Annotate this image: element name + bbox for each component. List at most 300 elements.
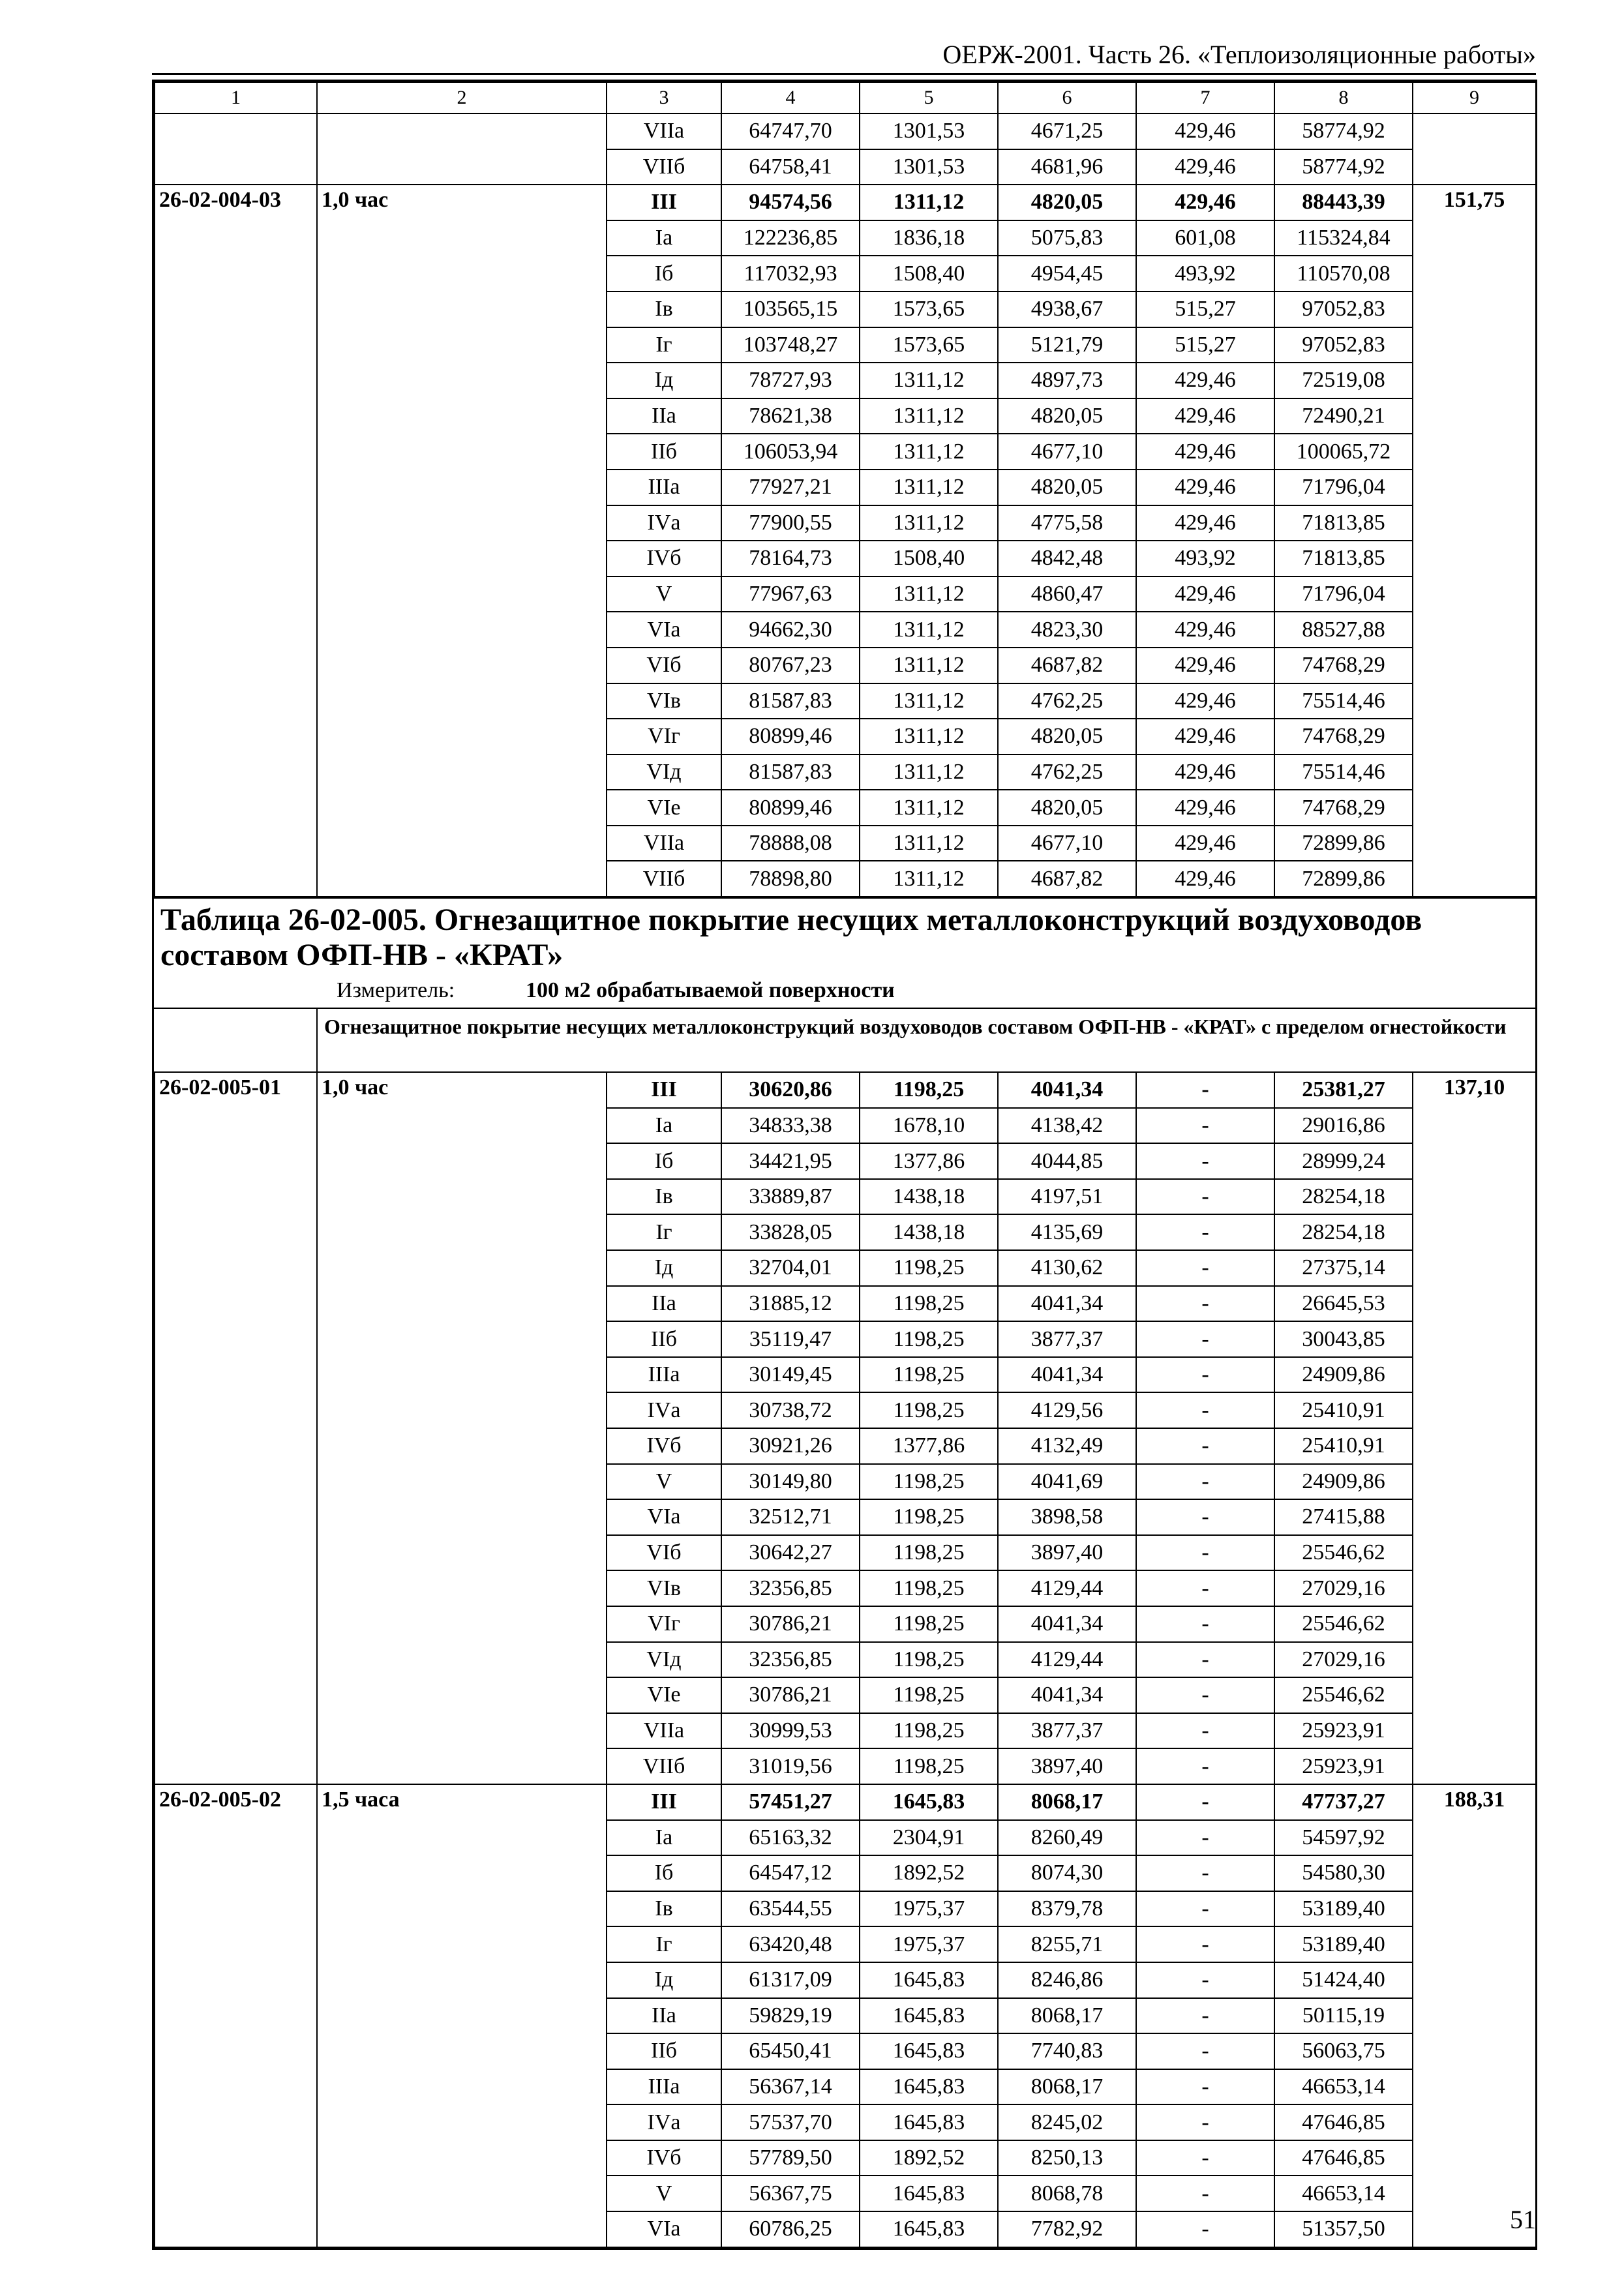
- measure-value: 100 м2 обрабатываемой поверхности: [526, 978, 895, 1003]
- region-zone: VIб: [607, 648, 721, 683]
- cost-value: -: [1136, 1143, 1274, 1179]
- cost-value: 1311,12: [860, 185, 998, 220]
- subheader-row: [154, 1009, 1535, 1071]
- table-row: [155, 1784, 1536, 1820]
- cost-value: 74768,29: [1274, 648, 1413, 683]
- cost-value: 4938,67: [998, 292, 1136, 327]
- cost-value: 3897,40: [998, 1748, 1136, 1784]
- cost-value: 88527,88: [1274, 612, 1413, 648]
- region-zone: IIIа: [607, 1357, 721, 1393]
- fire-resistance-limit: 1,0 час: [317, 185, 607, 897]
- cost-value: 1198,25: [860, 1606, 998, 1642]
- table-005-rates: [154, 1071, 1537, 2248]
- cost-value: -: [1136, 1748, 1274, 1784]
- region-zone: Iд: [607, 363, 721, 398]
- cost-value: 1198,25: [860, 1250, 998, 1286]
- region-zone: V: [607, 2176, 721, 2211]
- cost-value: 58774,92: [1274, 113, 1413, 149]
- cost-value: 78898,80: [721, 861, 860, 897]
- cost-value: 30786,21: [721, 1606, 860, 1642]
- cost-value: 4823,30: [998, 612, 1136, 648]
- cost-value: 46653,14: [1274, 2176, 1413, 2211]
- region-zone: VIд: [607, 755, 721, 790]
- column-number: 8: [1274, 82, 1413, 113]
- cost-value: 24909,86: [1274, 1357, 1413, 1393]
- cost-value: 8246,86: [998, 1962, 1136, 1998]
- cost-value: -: [1136, 2104, 1274, 2140]
- cost-value: 4129,44: [998, 1570, 1136, 1606]
- cost-value: 25923,91: [1274, 1748, 1413, 1784]
- column-number: 9: [1413, 82, 1536, 113]
- cost-value: 71813,85: [1274, 505, 1413, 541]
- cost-value: 74768,29: [1274, 719, 1413, 755]
- region-zone: Iа: [607, 1820, 721, 1856]
- cost-value: 78164,73: [721, 541, 860, 576]
- cost-value: 1311,12: [860, 719, 998, 755]
- cost-value: 59829,19: [721, 1998, 860, 2034]
- rate-code: 26-02-005-01: [155, 1072, 317, 1784]
- cost-value: 1311,12: [860, 576, 998, 612]
- region-zone: Iб: [607, 256, 721, 292]
- region-zone: Iб: [607, 1855, 721, 1891]
- table-row: [155, 1072, 1536, 1108]
- cost-value: 493,92: [1136, 541, 1274, 576]
- region-zone: Iа: [607, 220, 721, 256]
- region-zone: Iд: [607, 1250, 721, 1286]
- cost-value: 4129,56: [998, 1392, 1136, 1428]
- cost-value: 601,08: [1136, 220, 1274, 256]
- region-zone: V: [607, 1464, 721, 1500]
- cost-value: -: [1136, 2069, 1274, 2105]
- cost-value: -: [1136, 1926, 1274, 1962]
- region-zone: VIIб: [607, 861, 721, 897]
- cost-value: 94574,56: [721, 185, 860, 220]
- cost-value: 1836,18: [860, 220, 998, 256]
- cost-value: 27029,16: [1274, 1570, 1413, 1606]
- cost-value: 1975,37: [860, 1891, 998, 1927]
- region-zone: Iд: [607, 1962, 721, 1998]
- cost-value: 1573,65: [860, 292, 998, 327]
- cost-value: 1198,25: [860, 1321, 998, 1357]
- cost-value: 1377,86: [860, 1428, 998, 1464]
- column-number: 5: [860, 82, 998, 113]
- region-zone: III: [607, 185, 721, 220]
- cost-value: -: [1136, 2140, 1274, 2176]
- cost-value: 1645,83: [860, 2176, 998, 2211]
- cost-value: 1438,18: [860, 1214, 998, 1250]
- region-zone: VIб: [607, 1535, 721, 1571]
- cost-value: 117032,93: [721, 256, 860, 292]
- cost-value: 429,46: [1136, 113, 1274, 149]
- cost-value: 53189,40: [1274, 1926, 1413, 1962]
- cost-value: 1311,12: [860, 434, 998, 470]
- cost-value: 1311,12: [860, 790, 998, 826]
- cost-value: 1645,83: [860, 1784, 998, 1820]
- cost-value: 65450,41: [721, 2033, 860, 2069]
- cost-value: 30043,85: [1274, 1321, 1413, 1357]
- region-zone: VIа: [607, 2211, 721, 2247]
- cost-value: 3897,40: [998, 1535, 1136, 1571]
- cost-value: 77967,63: [721, 576, 860, 612]
- cost-value: 3898,58: [998, 1499, 1136, 1535]
- region-zone: IIа: [607, 1998, 721, 2034]
- cost-value: 2304,91: [860, 1820, 998, 1856]
- cost-value: 103565,15: [721, 292, 860, 327]
- region-zone: Iг: [607, 1926, 721, 1962]
- cost-value: 80899,46: [721, 719, 860, 755]
- cost-value: 33828,05: [721, 1214, 860, 1250]
- region-zone: VIв: [607, 1570, 721, 1606]
- cost-value: -: [1136, 1321, 1274, 1357]
- cost-value: -: [1136, 1713, 1274, 1749]
- cost-value: 429,46: [1136, 755, 1274, 790]
- cost-value: 46653,14: [1274, 2069, 1413, 2105]
- cost-value: 1198,25: [860, 1392, 998, 1428]
- cost-value: 1311,12: [860, 826, 998, 861]
- cost-value: 81587,83: [721, 683, 860, 719]
- column-number: 4: [721, 82, 860, 113]
- cost-value: 25381,27: [1274, 1072, 1413, 1108]
- cost-value: 4130,62: [998, 1250, 1136, 1286]
- cost-value: 1645,83: [860, 2069, 998, 2105]
- region-zone: IIIа: [607, 2069, 721, 2105]
- cost-value: 75514,46: [1274, 755, 1413, 790]
- cost-value: -: [1136, 1642, 1274, 1678]
- cost-value: -: [1136, 1464, 1274, 1500]
- region-zone: VIIб: [607, 149, 721, 185]
- region-zone: VIIа: [607, 113, 721, 149]
- cost-value: 27029,16: [1274, 1642, 1413, 1678]
- header-rule: [152, 73, 1536, 75]
- cost-value: 103748,27: [721, 327, 860, 363]
- cost-value: 97052,83: [1274, 292, 1413, 327]
- cost-value: 3877,37: [998, 1713, 1136, 1749]
- cost-value: 429,46: [1136, 576, 1274, 612]
- cost-value: 106053,94: [721, 434, 860, 470]
- cost-value: 35119,47: [721, 1321, 860, 1357]
- running-header: ОЕРЖ-2001. Часть 26. «Теплоизоляционные работы»: [942, 40, 1536, 69]
- cost-value: -: [1136, 1570, 1274, 1606]
- cost-value: 80767,23: [721, 648, 860, 683]
- cost-value: 60786,25: [721, 2211, 860, 2247]
- column-number: 3: [607, 82, 721, 113]
- region-zone: VIв: [607, 683, 721, 719]
- cost-value: 74768,29: [1274, 790, 1413, 826]
- region-zone: Iа: [607, 1108, 721, 1144]
- cost-value: 88443,39: [1274, 185, 1413, 220]
- subheader-text: Огнезащитное покрытие несущих металлоконструкций воздуховодов составом ОФП-НВ - «КРАТ» с пределом огнестойкости: [324, 1015, 1507, 1039]
- cost-value: 1678,10: [860, 1108, 998, 1144]
- rate-code: [155, 113, 317, 185]
- cost-value: 4677,10: [998, 826, 1136, 861]
- cost-value: -: [1136, 1855, 1274, 1891]
- cost-value: -: [1136, 1535, 1274, 1571]
- cost-value: 29016,86: [1274, 1108, 1413, 1144]
- cost-value: 33889,87: [721, 1179, 860, 1215]
- cost-value: 4041,34: [998, 1357, 1136, 1393]
- cost-value: -: [1136, 1998, 1274, 2034]
- cost-value: 30149,45: [721, 1357, 860, 1393]
- cost-value: 429,46: [1136, 790, 1274, 826]
- region-zone: IVа: [607, 2104, 721, 2140]
- cost-value: 63420,48: [721, 1926, 860, 1962]
- cost-value: 1377,86: [860, 1143, 998, 1179]
- region-zone: VIIб: [607, 1748, 721, 1784]
- cost-value: 4041,69: [998, 1464, 1136, 1500]
- cost-value: -: [1136, 1286, 1274, 1322]
- cost-value: 4687,82: [998, 861, 1136, 897]
- cost-value: 429,46: [1136, 470, 1274, 505]
- cost-value: 4138,42: [998, 1108, 1136, 1144]
- cost-value: 4820,05: [998, 398, 1136, 434]
- column-number: 6: [998, 82, 1136, 113]
- region-zone: IIб: [607, 2033, 721, 2069]
- cost-value: 429,46: [1136, 149, 1274, 185]
- cost-value: 4820,05: [998, 470, 1136, 505]
- cost-value: 122236,85: [721, 220, 860, 256]
- cost-value: 28254,18: [1274, 1179, 1413, 1215]
- cost-value: 8074,30: [998, 1855, 1136, 1891]
- labor-cost: 137,10: [1413, 1072, 1536, 1784]
- cost-value: 1311,12: [860, 398, 998, 434]
- region-zone: IVб: [607, 1428, 721, 1464]
- cost-value: -: [1136, 1962, 1274, 1998]
- region-zone: III: [607, 1784, 721, 1820]
- cost-value: 515,27: [1136, 292, 1274, 327]
- cost-value: 4671,25: [998, 113, 1136, 149]
- region-zone: Iг: [607, 327, 721, 363]
- region-zone: VIе: [607, 1677, 721, 1713]
- measure-label: Измеритель:: [337, 978, 455, 1003]
- cost-value: 64747,70: [721, 113, 860, 149]
- region-zone: IVа: [607, 1392, 721, 1428]
- cost-value: 81587,83: [721, 755, 860, 790]
- cost-value: 100065,72: [1274, 434, 1413, 470]
- cost-value: 27375,14: [1274, 1250, 1413, 1286]
- region-zone: IVб: [607, 541, 721, 576]
- region-zone: VIе: [607, 790, 721, 826]
- cost-value: 1645,83: [860, 1998, 998, 2034]
- cost-value: -: [1136, 1891, 1274, 1927]
- cost-value: 47737,27: [1274, 1784, 1413, 1820]
- cost-value: 1198,25: [860, 1713, 998, 1749]
- cost-value: 1645,83: [860, 2211, 998, 2247]
- cost-value: 61317,09: [721, 1962, 860, 1998]
- cost-value: -: [1136, 1499, 1274, 1535]
- cost-value: 30921,26: [721, 1428, 860, 1464]
- cost-value: 56367,75: [721, 2176, 860, 2211]
- cost-value: 1573,65: [860, 327, 998, 363]
- cost-value: 56063,75: [1274, 2033, 1413, 2069]
- cost-value: 429,46: [1136, 861, 1274, 897]
- cost-value: 1198,25: [860, 1499, 998, 1535]
- cost-value: 72519,08: [1274, 363, 1413, 398]
- cost-value: 429,46: [1136, 505, 1274, 541]
- cost-value: 5075,83: [998, 220, 1136, 256]
- cost-value: 1508,40: [860, 256, 998, 292]
- table-title-block: [154, 897, 1535, 1009]
- price-table-sheet: [152, 80, 1537, 2250]
- cost-value: 1311,12: [860, 612, 998, 648]
- region-zone: IVб: [607, 2140, 721, 2176]
- cost-value: -: [1136, 1214, 1274, 1250]
- cost-value: 493,92: [1136, 256, 1274, 292]
- region-zone: Iб: [607, 1143, 721, 1179]
- cost-value: 80899,46: [721, 790, 860, 826]
- cost-value: 75514,46: [1274, 683, 1413, 719]
- cost-value: 1198,25: [860, 1357, 998, 1393]
- region-zone: Iв: [607, 1891, 721, 1927]
- cost-value: 8068,17: [998, 1998, 1136, 2034]
- cost-value: 429,46: [1136, 612, 1274, 648]
- cost-value: -: [1136, 2176, 1274, 2211]
- cost-value: 78888,08: [721, 826, 860, 861]
- cost-value: 5121,79: [998, 327, 1136, 363]
- cost-value: 63544,55: [721, 1891, 860, 1927]
- cost-value: 1311,12: [860, 363, 998, 398]
- cost-value: 4677,10: [998, 434, 1136, 470]
- cost-value: 72899,86: [1274, 861, 1413, 897]
- cost-value: 1311,12: [860, 861, 998, 897]
- region-zone: IIа: [607, 1286, 721, 1322]
- cost-value: 1892,52: [860, 1855, 998, 1891]
- cost-value: 27415,88: [1274, 1499, 1413, 1535]
- region-zone: IIIа: [607, 470, 721, 505]
- table-title: Таблица 26-02-005. Огнезащитное покрытие несущих металлоконструкций воздуховодов составом ОФП-НВ - «КРАТ»: [160, 903, 1422, 973]
- cost-value: 4897,73: [998, 363, 1136, 398]
- cost-value: 54580,30: [1274, 1855, 1413, 1891]
- cost-value: -: [1136, 1179, 1274, 1215]
- region-zone: IIб: [607, 434, 721, 470]
- cost-value: 4129,44: [998, 1642, 1136, 1678]
- cost-value: 4041,34: [998, 1606, 1136, 1642]
- cost-value: 25546,62: [1274, 1606, 1413, 1642]
- cost-value: 64547,12: [721, 1855, 860, 1891]
- labor-cost: 188,31: [1413, 1784, 1536, 2247]
- page-number: 51: [1510, 2205, 1536, 2234]
- cost-value: -: [1136, 1392, 1274, 1428]
- fire-resistance-limit: 1,5 часа: [317, 1784, 607, 2247]
- region-zone: Iв: [607, 292, 721, 327]
- cost-value: 1311,12: [860, 683, 998, 719]
- cost-value: 24909,86: [1274, 1464, 1413, 1500]
- cost-value: 30149,80: [721, 1464, 860, 1500]
- cost-value: 1645,83: [860, 1962, 998, 1998]
- labor-cost: [1413, 113, 1536, 185]
- cost-value: 28254,18: [1274, 1214, 1413, 1250]
- column-number: 1: [155, 82, 317, 113]
- cost-value: 25546,62: [1274, 1677, 1413, 1713]
- cost-value: 1975,37: [860, 1926, 998, 1962]
- cost-value: 7782,92: [998, 2211, 1136, 2247]
- cost-value: 1508,40: [860, 541, 998, 576]
- cost-value: 30620,86: [721, 1072, 860, 1108]
- cost-value: 57451,27: [721, 1784, 860, 1820]
- cost-value: 8250,13: [998, 2140, 1136, 2176]
- region-zone: Iг: [607, 1214, 721, 1250]
- cost-value: 429,46: [1136, 648, 1274, 683]
- cost-value: 4842,48: [998, 541, 1136, 576]
- cost-value: 30786,21: [721, 1677, 860, 1713]
- cost-value: 8245,02: [998, 2104, 1136, 2140]
- cost-value: 97052,83: [1274, 327, 1413, 363]
- cost-value: -: [1136, 2211, 1274, 2247]
- cost-value: 3877,37: [998, 1321, 1136, 1357]
- cost-value: 1311,12: [860, 470, 998, 505]
- cost-value: 47646,85: [1274, 2104, 1413, 2140]
- cost-value: 4762,25: [998, 683, 1136, 719]
- cost-value: 1311,12: [860, 505, 998, 541]
- cost-value: 1198,25: [860, 1570, 998, 1606]
- cost-value: 8068,17: [998, 1784, 1136, 1820]
- cost-value: 429,46: [1136, 826, 1274, 861]
- cost-value: 4681,96: [998, 149, 1136, 185]
- table-row: [155, 185, 1536, 220]
- rate-code: 26-02-005-02: [155, 1784, 317, 2247]
- cost-value: 115324,84: [1274, 220, 1413, 256]
- cost-value: 57537,70: [721, 2104, 860, 2140]
- cost-value: 4041,34: [998, 1072, 1136, 1108]
- cost-value: 4687,82: [998, 648, 1136, 683]
- cost-value: -: [1136, 1820, 1274, 1856]
- cost-value: 1198,25: [860, 1748, 998, 1784]
- cost-value: 4044,85: [998, 1143, 1136, 1179]
- cost-value: 57789,50: [721, 2140, 860, 2176]
- cost-value: 32512,71: [721, 1499, 860, 1535]
- cost-value: 32356,85: [721, 1570, 860, 1606]
- cost-value: 7740,83: [998, 2033, 1136, 2069]
- region-zone: VIг: [607, 719, 721, 755]
- region-zone: VIIа: [607, 1713, 721, 1749]
- cost-value: 34833,38: [721, 1108, 860, 1144]
- rate-code: 26-02-004-03: [155, 185, 317, 897]
- cost-value: 47646,85: [1274, 2140, 1413, 2176]
- cost-value: -: [1136, 1784, 1274, 1820]
- cost-value: 1892,52: [860, 2140, 998, 2176]
- column-number: 7: [1136, 82, 1274, 113]
- cost-value: 1645,83: [860, 2104, 998, 2140]
- cost-value: 78727,93: [721, 363, 860, 398]
- region-zone: VIа: [607, 612, 721, 648]
- cost-value: 1438,18: [860, 1179, 998, 1215]
- cost-value: 31019,56: [721, 1748, 860, 1784]
- cost-value: 30738,72: [721, 1392, 860, 1428]
- cost-value: 4820,05: [998, 790, 1136, 826]
- table-row: [155, 113, 1536, 149]
- cost-value: 1645,83: [860, 2033, 998, 2069]
- cost-value: 25923,91: [1274, 1713, 1413, 1749]
- cost-value: 1198,25: [860, 1286, 998, 1322]
- cost-value: 4132,49: [998, 1428, 1136, 1464]
- cost-value: 429,46: [1136, 363, 1274, 398]
- region-zone: IIб: [607, 1321, 721, 1357]
- cost-value: 429,46: [1136, 434, 1274, 470]
- cost-value: -: [1136, 1250, 1274, 1286]
- cost-value: 4197,51: [998, 1179, 1136, 1215]
- cost-value: -: [1136, 2033, 1274, 2069]
- cost-value: -: [1136, 1357, 1274, 1393]
- cost-value: 8068,78: [998, 2176, 1136, 2211]
- cost-value: 4041,34: [998, 1286, 1136, 1322]
- region-zone: VIа: [607, 1499, 721, 1535]
- cost-value: 32704,01: [721, 1250, 860, 1286]
- region-zone: VIд: [607, 1642, 721, 1678]
- cost-value: 78621,38: [721, 398, 860, 434]
- region-zone: IIа: [607, 398, 721, 434]
- cost-value: 71813,85: [1274, 541, 1413, 576]
- cost-value: 429,46: [1136, 719, 1274, 755]
- cost-value: 64758,41: [721, 149, 860, 185]
